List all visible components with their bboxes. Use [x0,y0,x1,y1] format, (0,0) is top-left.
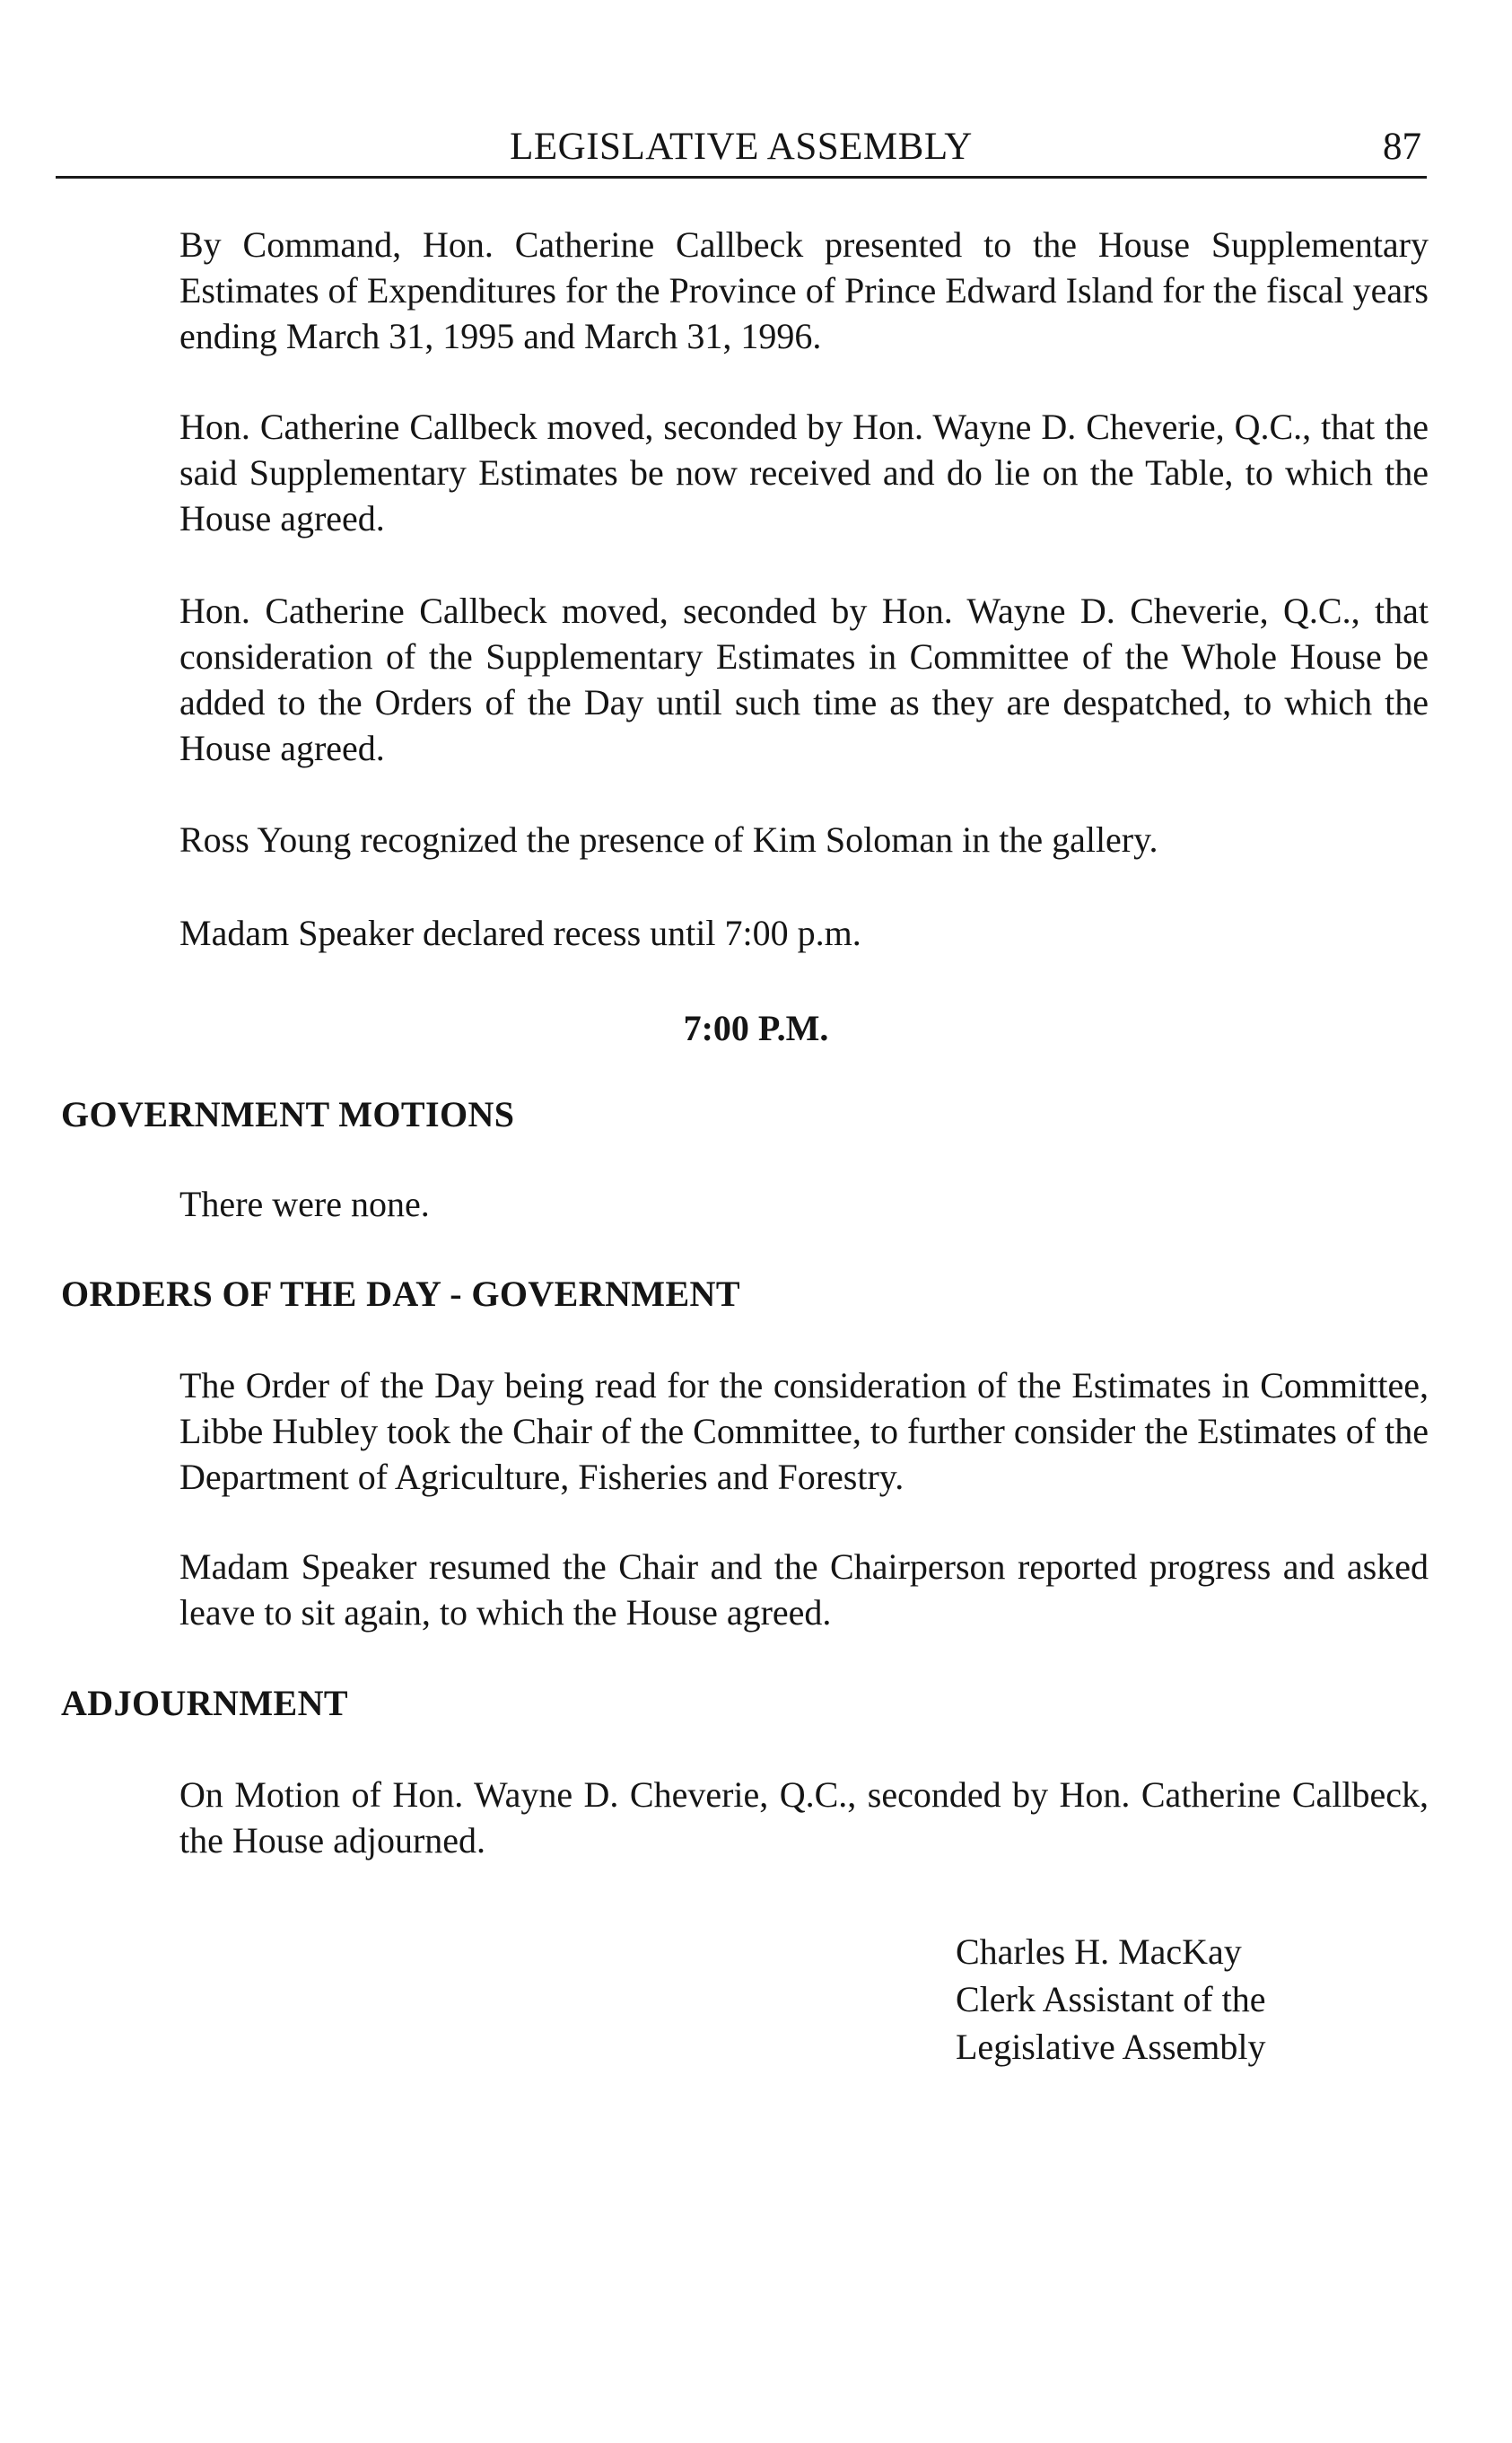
section-heading-government-motions: GOVERNMENT MOTIONS [61,1094,515,1134]
paragraph-estimates-received: Hon. Catherine Callbeck moved, seconded by Hon. Wayne D. Cheverie, Q.C., that the said Supplementary Estimates be now received and do lie on the Table, to which the House agreed. [179,407,1429,539]
paragraph-adjournment: On Motion of Hon. Wayne D. Cheverie, Q.C., seconded by Hon. Catherine Callbeck, the House adjourned. [179,1774,1429,1861]
running-head: LEGISLATIVE ASSEMBLY [510,126,973,168]
signature-title-line2: Legislative Assembly [956,2027,1266,2067]
paragraph-recess: Madam Speaker declared recess until 7:00 p.m. [179,913,861,953]
signature-block [956,1928,1422,2071]
section-heading-orders-of-the-day: ORDERS OF THE DAY - GOVERNMENT [61,1274,740,1314]
page-header [56,122,1427,179]
paragraph-gallery-recognition: Ross Young recognized the presence of Kim Soloman in the gallery. [179,819,1158,860]
paragraph-committee-estimates: The Order of the Day being read for the consideration of the Estimates in Committee, Libbe Hubley took the Chair of the Committee, to further consider the Estimates of the Department of Agriculture, Fisheries and Forestry. [179,1365,1429,1497]
paragraph-government-motions: There were none. [179,1184,430,1224]
paragraph-speaker-resumed: Madam Speaker resumed the Chair and the Chairperson reported progress and asked leave to sit again, to which the House agreed. [179,1546,1429,1633]
time-heading: 7:00 P.M. [683,1008,829,1048]
signature-title-line1: Clerk Assistant of the [956,1979,1266,2019]
paragraph-supplementary-estimates: By Command, Hon. Catherine Callbeck presented to the House Supplementary Estimates of Expenditures for the Province of Prince Edward Island for the fiscal years ending March 31, 1995 and March 31, 1996. [179,224,1429,356]
section-heading-adjournment: ADJOURNMENT [61,1683,348,1723]
signature-name: Charles H. MacKay [956,1931,1242,1972]
page-number: 87 [1383,126,1421,168]
paragraph-estimates-committee: Hon. Catherine Callbeck moved, seconded by Hon. Wayne D. Cheverie, Q.C., that consideration of the Supplementary Estimates in Committee of the Whole House be added to the Orders of the Day until such time as they are despatched, to which the House agreed. [179,591,1429,768]
